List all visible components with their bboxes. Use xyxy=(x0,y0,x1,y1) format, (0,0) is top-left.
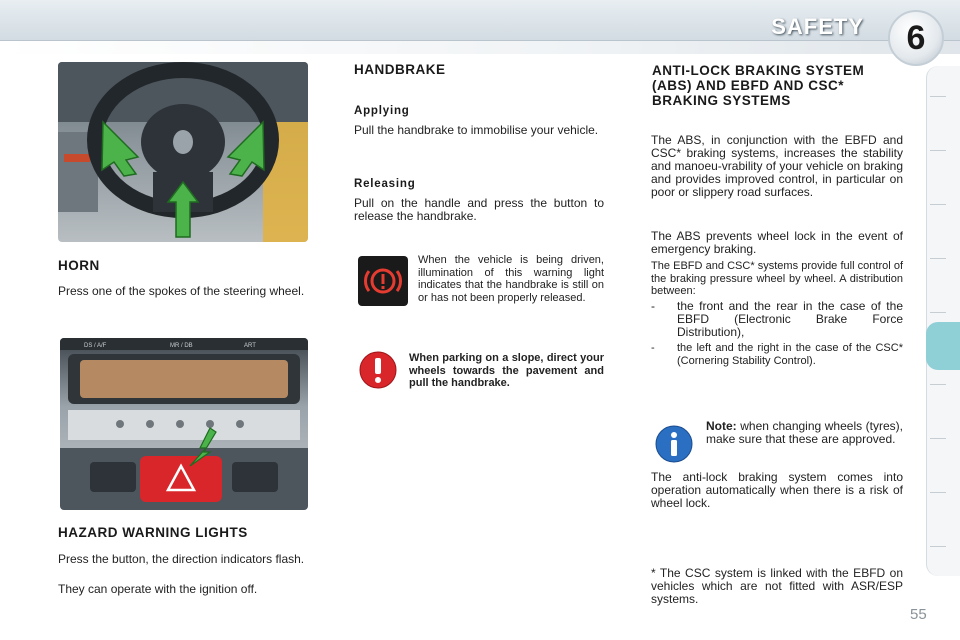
hazard-panel-illustration xyxy=(60,338,308,510)
horn-heading: HORN xyxy=(58,258,100,273)
chapter-tab-divider xyxy=(930,96,946,97)
applying-heading: Applying xyxy=(354,105,410,117)
brake-warning-icon xyxy=(358,256,408,306)
csc-footnote: * The CSC system is linked with the EBFD on vehicles which are not fitted with ASR/ESP systems. xyxy=(651,566,903,606)
abs-paragraph-4: The anti-lock braking system comes into operation automatically when there is a risk of wheel lock. xyxy=(651,470,903,510)
chapter-tab-divider xyxy=(930,258,946,259)
abs-heading: ANTI-LOCK BRAKING SYSTEM (ABS) AND EBFD AND CSC* BRAKING SYSTEMS xyxy=(652,63,865,108)
list-dash: - xyxy=(651,299,655,313)
warning-light-text: When the vehicle is being driven, illumination of this warning light indicates that the handbrake is still on or has not been properly released. xyxy=(418,254,604,304)
horn-text: Press one of the spokes of the steering wheel. xyxy=(58,284,305,298)
list-item-text: the left and the right in the case of the CSC* (Cornering Stability Control). xyxy=(677,342,903,367)
slope-text: When parking on a slope, direct your wheels towards the pavement and pull the handbrake. xyxy=(409,352,604,389)
releasing-heading: Releasing xyxy=(354,178,416,190)
panel-label: MR / DB xyxy=(170,343,193,349)
header-swoosh xyxy=(0,40,960,54)
chapter-tab-divider xyxy=(930,546,946,547)
hazard-heading: HAZARD WARNING LIGHTS xyxy=(58,525,248,540)
list-dash: - xyxy=(651,342,655,354)
chapter-tab-divider xyxy=(930,204,946,205)
hazard-text-2: They can operate with the ignition off. xyxy=(58,582,258,596)
section-title: SAFETY xyxy=(771,14,864,39)
note-text xyxy=(706,420,903,446)
chapter-tab-active xyxy=(926,322,960,370)
list-item xyxy=(651,342,903,367)
abs-paragraph-2: The ABS prevents wheel lock in the event of emergency braking. xyxy=(651,229,903,256)
distribution-list xyxy=(651,300,903,370)
note-label: Note: xyxy=(706,419,737,433)
page-number: 55 xyxy=(910,606,927,623)
note-body: when changing wheels (tyres), make sure that these are approved. xyxy=(706,419,903,446)
handbrake-heading: HANDBRAKE xyxy=(354,62,446,77)
info-icon xyxy=(654,424,694,464)
list-item xyxy=(651,300,903,339)
panel-label: ART xyxy=(244,343,256,349)
chapter-number-badge: 6 xyxy=(888,10,944,66)
steering-wheel-photo xyxy=(58,62,308,242)
hazard-switch-photo xyxy=(60,338,308,510)
applying-text: Pull the handbrake to immobilise your vehicle. xyxy=(354,123,599,137)
alert-icon xyxy=(358,350,398,390)
chapter-tab-divider xyxy=(930,384,946,385)
chapter-tab-divider xyxy=(930,438,946,439)
steering-wheel-illustration xyxy=(58,62,308,242)
chapter-tab-divider xyxy=(930,150,946,151)
hazard-text-1: Press the button, the direction indicators flash. xyxy=(58,552,305,566)
panel-label: DS / A/F xyxy=(84,343,107,349)
abs-paragraph-3: The EBFD and CSC* systems provide full control of the braking pressure wheel by wheel. A distribution between: xyxy=(651,260,903,297)
handbrake-warning-light xyxy=(358,256,408,306)
chapter-tab-divider xyxy=(930,312,946,313)
chapter-tabs xyxy=(926,66,960,576)
abs-paragraph-1: The ABS, in conjunction with the EBFD and CSC* braking systems, increases the stability and manoeu-vrability of your vehicle on braking and provides improved control, in particular on poor or slippery road surfaces. xyxy=(651,133,903,199)
list-item-text: the front and the rear in the case of the EBFD (Electronic Brake Force Distribution), xyxy=(677,299,903,339)
releasing-text: Pull on the handle and press the button to release the handbrake. xyxy=(354,196,604,223)
chapter-tab-divider xyxy=(930,492,946,493)
